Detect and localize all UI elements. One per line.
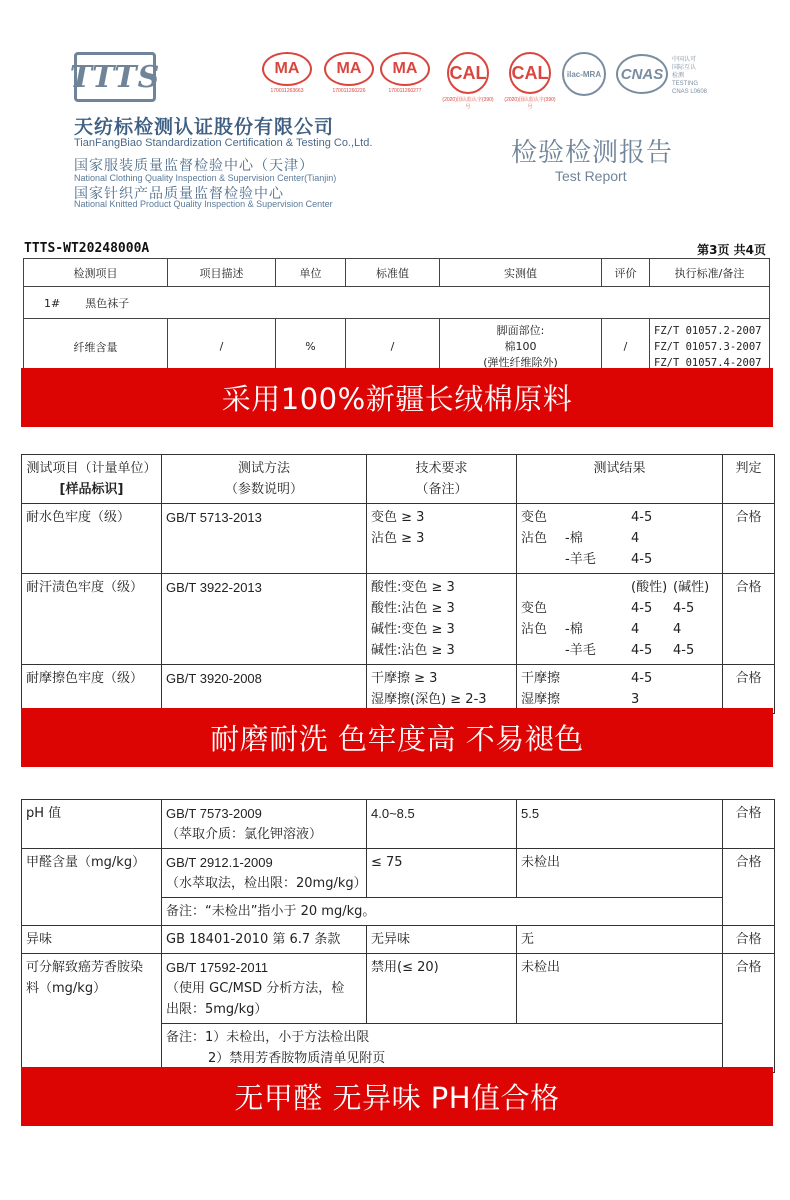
method-cell: GB/T 3922-2013: [162, 574, 367, 665]
measured-line: 棉100: [504, 339, 537, 353]
result-value: 4-5: [673, 601, 695, 616]
fiber-evaluation: /: [602, 319, 650, 375]
header-cell: 执行标准/备注: [650, 259, 770, 287]
cma-icon: MA: [262, 52, 312, 86]
result-value: 4-5: [631, 510, 653, 525]
clothing-center-en: National Clothing Quality Inspection & Supervision Center(Tianjin): [74, 173, 337, 183]
requirement-line: 干摩擦 ≥ 3: [371, 671, 438, 686]
table-row: [22, 800, 775, 849]
result-label: [521, 640, 565, 661]
header-cell: [367, 455, 517, 504]
result-value: 4: [631, 531, 640, 546]
method-cell: [162, 849, 367, 898]
sample-number: 1#: [44, 296, 61, 310]
cal-mark-2: [502, 52, 558, 110]
result-sub: -棉: [565, 531, 583, 546]
cnas-side-line: 检测: [672, 73, 685, 79]
result-cell: [517, 665, 723, 714]
result-cell: 无: [517, 926, 723, 954]
result-sub: [565, 668, 631, 689]
table-header-row: [24, 259, 770, 287]
chemical-safety-table: [21, 799, 775, 1073]
header-line: 技术要求: [415, 461, 468, 476]
result-cell: 未检出: [517, 954, 723, 1024]
header-cell: 实测值: [440, 259, 602, 287]
item-cell: 异味: [22, 926, 162, 954]
report-title-cn: 检验检测报告: [511, 138, 674, 168]
result-value: 4: [673, 622, 682, 637]
page-indicator: 第3页 共4页: [697, 243, 766, 257]
cnas-side-line: CNAS L0608: [672, 89, 708, 95]
method-line: 出限：5mg/kg）: [166, 1002, 268, 1017]
ttts-logo: [69, 52, 161, 102]
result-cell: 5.5: [517, 800, 723, 849]
table-row: [22, 504, 775, 574]
header-cell: [162, 455, 367, 504]
header-cell: 标准值: [346, 259, 440, 287]
cma-mark-3: [380, 52, 430, 94]
requirement-line: 碱性:沾色 ≥ 3: [371, 643, 455, 658]
result-value: (酸性): [631, 580, 668, 595]
fiber-unit: %: [276, 319, 346, 375]
requirement-cell: 4.0~8.5: [367, 800, 517, 849]
header-cell: 检测项目: [24, 259, 168, 287]
fiber-measured: [440, 319, 602, 375]
ilac-mra-icon: ilac-MRA: [562, 52, 606, 96]
cma-mark-1: [262, 52, 312, 94]
header-cell: 评价: [602, 259, 650, 287]
result-cell: [517, 504, 723, 574]
item-line: 料（mg/kg）: [26, 981, 107, 996]
result-label: 干摩擦: [521, 671, 561, 686]
method-line: GB/T 2912.1-2009: [166, 855, 273, 870]
report-header: [0, 0, 790, 230]
result-value: [673, 507, 713, 528]
result-label: [521, 577, 565, 598]
note-line: 备注：1）未检出，小于方法检出限: [166, 1030, 370, 1045]
result-label: 变色: [521, 601, 548, 616]
fiber-item: 纤维含量: [24, 319, 168, 375]
measured-line: 脚面部位:: [496, 323, 545, 337]
requirement-line: 酸性:变色 ≥ 3: [371, 580, 455, 595]
requirement-line: 碱性:变色 ≥ 3: [371, 622, 455, 637]
header-line: （参数说明）: [224, 482, 303, 497]
verdict-cell: 合格: [723, 504, 775, 574]
requirement-line: 湿摩擦(深色) ≥ 2-3: [371, 692, 487, 707]
fiber-desc: /: [168, 319, 276, 375]
result-label: 变色: [521, 510, 548, 525]
cnas-mark: [616, 54, 736, 100]
item-cell: 耐水色牢度（级）: [22, 504, 162, 574]
requirement-cell: ≤ 75: [367, 849, 517, 898]
cnas-side-line: 国际互认: [672, 65, 697, 71]
method-line: （水萃取法，检出限：20mg/kg）: [166, 876, 367, 891]
result-value: 4: [631, 622, 640, 637]
verdict-cell: 合格: [723, 574, 775, 665]
cal-number: (2020)国认监认字(390)号: [442, 97, 494, 110]
method-cell: GB 18401-2010 第 6.7 条款: [162, 926, 367, 954]
note-cell: 备注：“未检出”指小于 20 mg/kg。: [162, 898, 723, 926]
header-line: [样品标识]: [59, 482, 124, 497]
result-label: 沾色: [521, 531, 548, 546]
item-line: 可分解致癌芳香胺染: [26, 960, 144, 975]
sample-cell: [24, 287, 770, 319]
result-sub: [565, 577, 631, 598]
table-row: [22, 849, 775, 898]
requirement-line: 酸性:沾色 ≥ 3: [371, 601, 455, 616]
requirement-cell: [367, 665, 517, 714]
verdict-cell: 合格: [723, 954, 775, 1073]
result-value: [673, 528, 713, 549]
requirement-line: 变色 ≥ 3: [371, 510, 425, 525]
header-line: 测试方法: [237, 461, 290, 476]
result-label: [521, 549, 565, 570]
result-sub: [565, 507, 631, 528]
fiber-content-table: [23, 258, 770, 375]
requirement-line: 沾色 ≥ 3: [371, 531, 425, 546]
result-cell: [517, 574, 723, 665]
cal-icon: CAL: [509, 52, 551, 94]
company-name-cn: 天纺标检测认证股份有限公司: [74, 116, 335, 138]
result-label: 沾色: [521, 622, 548, 637]
color-fastness-table: [21, 454, 775, 714]
fiber-standards: [650, 319, 770, 375]
standard-line: FZ/T 01057.3-2007: [654, 340, 762, 353]
result-sub: -羊毛: [565, 643, 596, 658]
result-value: [673, 668, 713, 689]
cnas-side-line: 中国认可: [672, 57, 697, 63]
table-row: [22, 954, 775, 1024]
standard-line: FZ/T 01057.2-2007: [654, 324, 762, 337]
result-value: 3: [631, 692, 640, 707]
knitted-center-cn: 国家针织产品质量监督检验中心: [74, 186, 284, 202]
knitted-center-en: National Knitted Product Quality Inspection & Supervision Center: [74, 199, 333, 209]
result-sub: -羊毛: [565, 552, 596, 567]
result-grid: [521, 507, 718, 570]
measured-line: (弹性纤维除外): [483, 355, 558, 369]
result-value: 4-5: [631, 552, 653, 567]
result-grid: [521, 668, 718, 710]
sample-name: 黑色袜子: [85, 296, 130, 310]
cma-number: 170011263663: [270, 88, 304, 94]
result-sub: [565, 598, 631, 619]
verdict-cell: 合格: [723, 849, 775, 926]
verdict-cell: 合格: [723, 926, 775, 954]
table-row: [22, 926, 775, 954]
header-cell: 单位: [276, 259, 346, 287]
table-header-row: [22, 455, 775, 504]
result-value: [673, 689, 713, 710]
logo-text: TTTS: [69, 59, 161, 95]
cnas-side-text: [672, 56, 707, 96]
sample-row: [24, 287, 770, 319]
requirement-cell: 禁用(≤ 20): [367, 954, 517, 1024]
header-cell: [22, 455, 162, 504]
result-value: 4-5: [631, 601, 653, 616]
requirement-cell: [367, 504, 517, 574]
table-row: [22, 665, 775, 714]
requirement-cell: 无异味: [367, 926, 517, 954]
result-sub: -棉: [565, 622, 583, 637]
clothing-center-cn: 国家服装质量监督检验中心（天津）: [74, 158, 314, 174]
result-value: (碱性): [673, 580, 710, 595]
result-value: 4-5: [673, 643, 695, 658]
item-cell: [22, 954, 162, 1073]
result-sub: [565, 689, 631, 710]
item-cell: 耐汗渍色牢度（级）: [22, 574, 162, 665]
method-line: （使用 GC/MSD 分析方法，检: [166, 981, 345, 996]
item-cell: 甲醛含量（mg/kg）: [22, 849, 162, 926]
report-title-en: Test Report: [555, 168, 627, 184]
note-cell: [162, 1024, 723, 1073]
result-value: 4-5: [631, 643, 653, 658]
requirement-cell: [367, 574, 517, 665]
header-cell: 测试结果: [517, 455, 723, 504]
note-line: 2）禁用芳香胺物质清单见附页: [208, 1051, 386, 1066]
result-label: 湿摩擦: [521, 692, 561, 707]
header-cell: 项目描述: [168, 259, 276, 287]
cma-number: 170011260277: [388, 88, 422, 94]
method-cell: [162, 800, 367, 849]
cnas-icon: CNAS: [616, 54, 668, 94]
method-line: GB/T 7573-2009: [166, 806, 262, 821]
result-cell: 未检出: [517, 849, 723, 898]
result-value: 4-5: [631, 671, 653, 686]
verdict-cell: 合格: [723, 665, 775, 714]
header-line: （备注）: [415, 482, 468, 497]
company-name-en: TianFangBiao Standardization Certification & Testing Co.,Ltd.: [74, 137, 373, 149]
cal-mark-1: [440, 52, 496, 110]
result-grid: [521, 577, 718, 661]
cma-mark-2: [324, 52, 374, 94]
method-line: GB/T 17592-2011: [166, 960, 269, 975]
cma-icon: MA: [324, 52, 374, 86]
report-number: TTTS-WT20248000A: [24, 241, 150, 256]
promo-banner-fastness: 耐磨耐洗 色牢度高 不易褪色: [21, 708, 773, 767]
cnas-side-line: TESTING: [672, 81, 699, 87]
table-row: [24, 319, 770, 375]
header-line: 测试项目（计量单位）: [26, 461, 157, 476]
method-cell: GB/T 3920-2008: [162, 665, 367, 714]
promo-banner-cotton: 采用100%新疆长绒棉原料: [21, 368, 773, 427]
header-cell: 判定: [723, 455, 775, 504]
result-value: [673, 549, 713, 570]
method-cell: GB/T 5713-2013: [162, 504, 367, 574]
verdict-cell: 合格: [723, 800, 775, 849]
cma-icon: MA: [380, 52, 430, 86]
standard-line: FZ/T 01057.4-2007: [654, 356, 762, 369]
cal-icon: CAL: [447, 52, 489, 94]
table-row: [22, 574, 775, 665]
method-cell: [162, 954, 367, 1024]
cal-number: (2020)国认监认字(390)号: [504, 97, 556, 110]
cma-number: 170011260226: [332, 88, 366, 94]
item-cell: 耐摩擦色牢度（级）: [22, 665, 162, 714]
item-cell: pH 值: [22, 800, 162, 849]
fiber-standard: /: [346, 319, 440, 375]
method-line: （萃取介质：氯化钾溶液）: [166, 827, 323, 842]
promo-banner-safety: 无甲醛 无异味 PH值合格: [21, 1067, 773, 1126]
